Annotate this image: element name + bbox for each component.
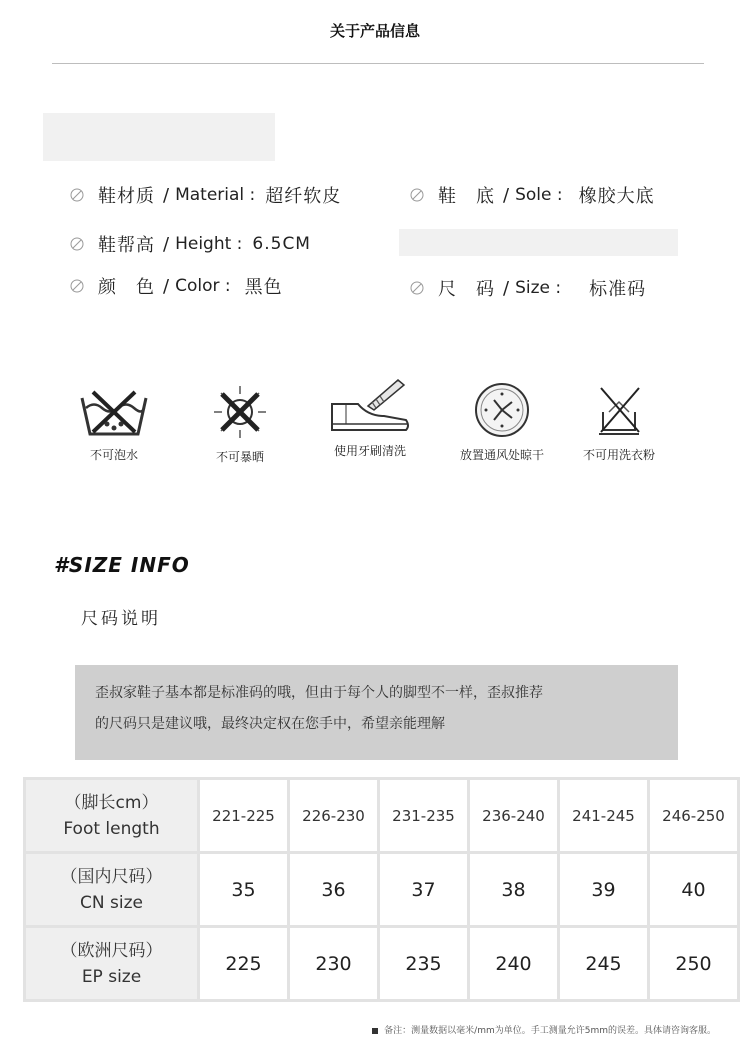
table-cell: 37 — [380, 854, 467, 925]
row-header-cn: （脚长cm） — [64, 792, 159, 813]
footnote — [372, 1023, 716, 1036]
attr-color — [70, 273, 283, 299]
care-label: 不可泡水 — [89, 448, 138, 462]
page-title: 关于产品信息 — [329, 22, 420, 40]
table-cell: 221-225 — [200, 780, 287, 851]
table-cell: 245 — [560, 928, 647, 999]
size-info-heading: #SIZE INFO — [54, 553, 190, 577]
table-cell: 38 — [470, 854, 557, 925]
attr-size — [410, 275, 646, 301]
row-header-cn-size — [26, 854, 197, 925]
care-label: 放置通风处晾干 — [459, 448, 544, 462]
care-item-ventilated-dry — [442, 380, 562, 463]
attr-height — [70, 231, 311, 257]
size-note-line: 歪叔家鞋子基本都是标准码的哦，但由于每个人的脚型不一样，歪叔推荐 — [95, 685, 543, 701]
attr-name-en: Material : — [175, 185, 256, 205]
attr-name-en: Height : — [175, 234, 243, 254]
table-row — [26, 928, 737, 999]
care-label: 不可暴晒 — [215, 450, 264, 464]
row-header-cn: （欧洲尺码） — [60, 940, 163, 961]
header-divider — [52, 63, 704, 64]
attr-separator: / — [503, 184, 510, 206]
table-cell: 40 — [650, 854, 737, 925]
ball-bullet-icon — [410, 281, 424, 295]
attr-value: 标准码 — [589, 279, 647, 300]
row-header-en: Foot length — [63, 818, 160, 839]
footnote-text: 备注：测量数据以毫米/mm为单位。手工测量允许5mm的误差。具体请咨询客服。 — [384, 1026, 716, 1036]
ball-bullet-icon — [70, 237, 84, 251]
attr-separator: / — [503, 277, 510, 299]
size-info-subheading: 尺码说明 — [81, 609, 161, 629]
no-sun-exposure-icon — [210, 382, 270, 442]
attr-separator: / — [163, 184, 170, 206]
table-cell: 235 — [380, 928, 467, 999]
ball-bullet-icon — [70, 188, 84, 202]
size-note-line: 的尺码只是建议哦，最终决定权在您手中，希望亲能理解 — [95, 716, 445, 732]
attr-name: 鞋材质 — [98, 186, 155, 207]
ball-bullet-icon — [410, 188, 424, 202]
attr-name: 鞋帮高 — [98, 235, 155, 256]
care-item-no-detergent — [559, 382, 679, 463]
table-cell: 35 — [200, 854, 287, 925]
square-bullet-icon — [372, 1028, 378, 1034]
no-soak-icon — [77, 384, 151, 440]
table-cell: 231-235 — [380, 780, 467, 851]
table-cell: 250 — [650, 928, 737, 999]
attr-material — [70, 182, 341, 208]
attr-sole — [410, 182, 655, 208]
row-header-cn: （国内尺码） — [60, 866, 163, 887]
attr-name-en: Sole : — [515, 185, 563, 205]
size-table — [23, 777, 740, 1002]
attr-name: 颜 色 — [98, 277, 155, 298]
ventilated-dry-icon — [472, 380, 532, 440]
ball-bullet-icon — [70, 279, 84, 293]
size-note-box — [75, 665, 678, 760]
attr-name: 尺 码 — [438, 279, 495, 300]
attr-name: 鞋 底 — [438, 186, 495, 207]
care-item-toothbrush — [310, 376, 430, 459]
table-row — [26, 780, 737, 851]
attr-value: 6.5CM — [252, 234, 311, 254]
table-cell: 225 — [200, 928, 287, 999]
table-cell: 241-245 — [560, 780, 647, 851]
table-cell: 236-240 — [470, 780, 557, 851]
care-label: 不可用洗衣粉 — [582, 448, 655, 462]
attr-separator: / — [163, 233, 170, 255]
care-item-no-sun — [180, 382, 300, 465]
attr-name-en: Size : — [515, 278, 562, 298]
care-label: 使用牙刷清洗 — [333, 444, 406, 458]
table-cell: 240 — [470, 928, 557, 999]
placeholder-block — [399, 229, 678, 256]
table-cell: 230 — [290, 928, 377, 999]
row-header-en: EP size — [81, 966, 142, 987]
care-item-no-soak — [54, 384, 174, 463]
attr-separator: / — [163, 275, 170, 297]
row-header-foot-length — [26, 780, 197, 851]
table-cell: 36 — [290, 854, 377, 925]
table-cell: 246-250 — [650, 780, 737, 851]
row-header-ep-size — [26, 928, 197, 999]
no-detergent-icon — [589, 382, 649, 440]
attr-name-en: Color : — [175, 276, 231, 296]
attr-value: 超纤软皮 — [265, 186, 342, 207]
table-cell: 226-230 — [290, 780, 377, 851]
row-header-en: CN size — [80, 892, 143, 913]
table-row — [26, 854, 737, 925]
placeholder-block — [43, 113, 275, 161]
toothbrush-clean-icon — [328, 376, 412, 442]
attr-value: 黑色 — [244, 277, 283, 298]
table-cell: 39 — [560, 854, 647, 925]
attr-value: 橡胶大底 — [578, 186, 655, 207]
